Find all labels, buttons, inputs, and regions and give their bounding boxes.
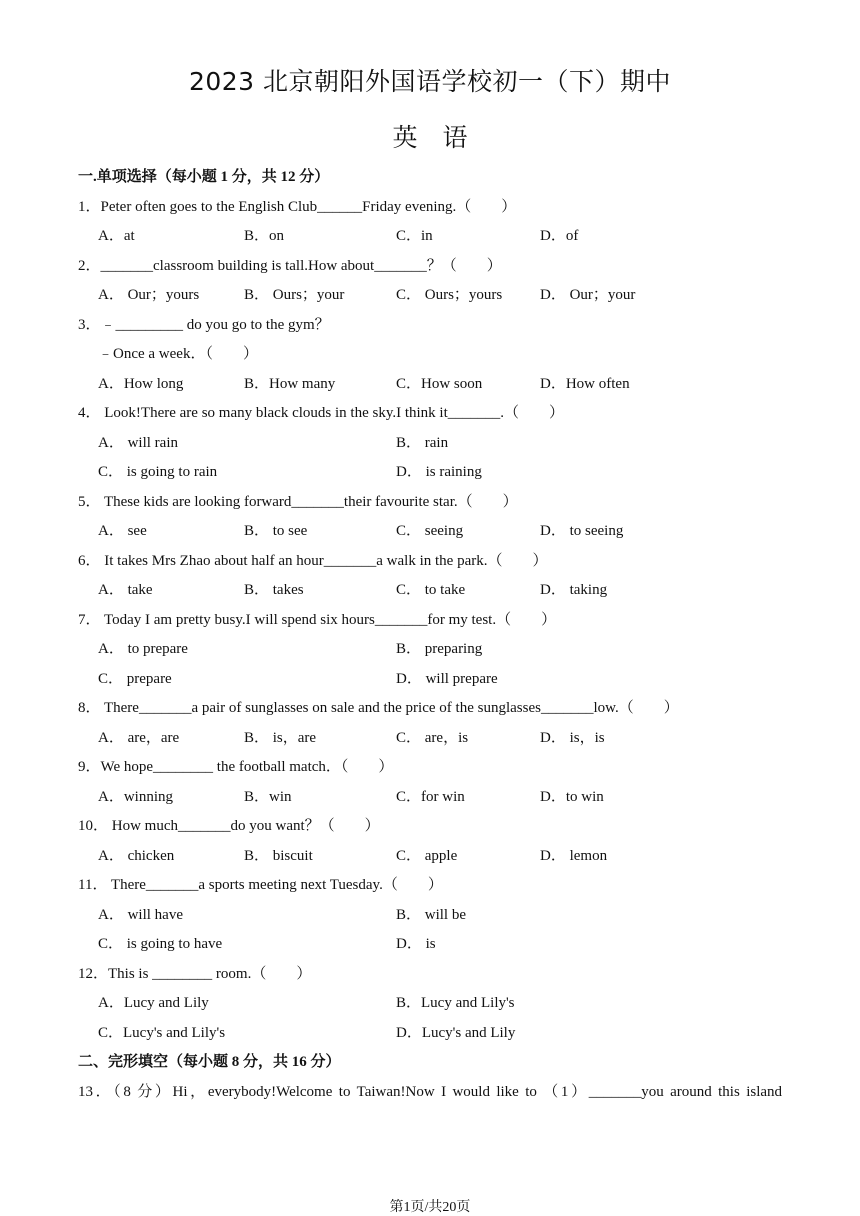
question-2-option-a: A． Our；yours (98, 287, 200, 303)
q13-word: island (746, 1084, 783, 1100)
question-4-option-a: A． will rain (98, 435, 178, 451)
question-12-option-d: D．Lucy's and Lily (396, 1025, 516, 1041)
question-12-option-b: B．Lucy and Lily's (396, 995, 515, 1011)
question-3-stem: 3．﹣_________ do you go to the gym？ (78, 317, 330, 333)
question-1-option-d: D．of (540, 228, 579, 244)
q13-word: I (441, 1084, 447, 1100)
question-3-option-c: C．How soon (396, 376, 483, 392)
question-3-reply: ﹣Once a week．（ ） (98, 346, 258, 362)
question-9-option-b: B．win (244, 789, 292, 805)
question-2-option-b: B． Ours；your (244, 287, 345, 303)
question-12-option-a: A．Lucy and Lily (98, 995, 209, 1011)
section-heading-2: 二、完形填空（每小题 8 分，共 16 分） (78, 1054, 341, 1070)
question-8-option-d: D． is，is (540, 730, 605, 746)
q13-word: 13．（8 分）Hi，everybody!Welcome (78, 1084, 333, 1100)
question-5-stem: 5． These kids are looking forward_______their favourite star.（ ） (78, 494, 518, 510)
question-5-option-c: C． seeing (396, 523, 464, 539)
question-1-option-a: A．at (98, 228, 135, 244)
question-10-option-c: C． apple (396, 848, 458, 864)
question-7-option-a: A． to prepare (98, 641, 188, 657)
question-4-option-d: D． is raining (396, 464, 482, 480)
question-6-option-a: A． take (98, 582, 153, 598)
question-3-option-d: D．How often (540, 376, 630, 392)
question-12-stem: 12．This is ________ room.（ ） (78, 966, 312, 982)
question-6-stem: 6． It takes Mrs Zhao about half an hour_______a walk in the park.（ ） (78, 553, 548, 569)
question-6-option-d: D． taking (540, 582, 608, 598)
question-1-option-c: C．in (396, 228, 433, 244)
question-5-option-d: D． to seeing (540, 523, 624, 539)
question-3-option-a: A．How long (98, 376, 184, 392)
question-11-option-d: D． is (396, 936, 436, 952)
question-8-option-b: B． is，are (244, 730, 317, 746)
question-9-option-a: A．winning (98, 789, 174, 805)
question-13-first-line (78, 1082, 782, 1102)
page-footer: 第1页/共20页 (389, 1200, 471, 1215)
q13-word: Taiwan!Now (356, 1084, 435, 1100)
question-2-option-d: D． Our；your (540, 287, 636, 303)
question-7-option-d: D． will prepare (396, 671, 498, 687)
question-1-stem: 1．Peter often goes to the English Club______Friday evening.（ ） (78, 199, 517, 215)
question-2-option-c: C． Ours；yours (396, 287, 503, 303)
question-10-option-b: B． biscuit (244, 848, 313, 864)
question-1-option-b: B．on (244, 228, 285, 244)
question-7-stem: 7． Today I am pretty busy.I will spend six hours_______for my test.（ ） (78, 612, 557, 628)
question-8-stem: 8． There_______a pair of sunglasses on sale and the price of the sunglasses_______low.（ ） (78, 700, 679, 716)
q13-word: like (496, 1084, 519, 1100)
q13-word: would (452, 1084, 490, 1100)
question-7-option-b: B． preparing (396, 641, 483, 657)
question-11-option-b: B． will be (396, 907, 466, 923)
q13-word: （1）_______you (543, 1084, 664, 1100)
q13-word: around (670, 1084, 712, 1100)
q13-word: to (525, 1084, 537, 1100)
question-4-option-c: C． is going to rain (98, 464, 218, 480)
question-10-option-a: A． chicken (98, 848, 175, 864)
subject-title: 英 语 (392, 123, 468, 152)
page-title: 2023 北京朝阳外国语学校初一（下）期中 (188, 67, 672, 96)
question-8-option-a: A． are，are (98, 730, 180, 746)
question-8-option-c: C． are，is (396, 730, 469, 746)
question-9-option-c: C．for win (396, 789, 465, 805)
question-10-option-d: D． lemon (540, 848, 608, 864)
question-7-option-c: C． prepare (98, 671, 172, 687)
q13-word: to (338, 1084, 351, 1100)
question-9-option-d: D．to win (540, 789, 604, 805)
question-6-option-c: C． to take (396, 582, 466, 598)
question-4-stem: 4． Look!There are so many black clouds in the sky.I think it_______.（ ） (78, 405, 565, 421)
question-11-option-c: C． is going to have (98, 936, 223, 952)
question-4-option-b: B． rain (396, 435, 449, 451)
question-2-stem: 2．_______classroom building is tall.How about_______？（ ） (78, 258, 502, 274)
q13-word: this (718, 1084, 740, 1100)
question-6-option-b: B． takes (244, 582, 304, 598)
question-9-stem: 9．We hope________ the football match．（ ） (78, 759, 394, 775)
question-10-stem: 10． How much_______do you want？（ ） (78, 818, 380, 834)
question-5-option-b: B． to see (244, 523, 308, 539)
question-11-stem: 11． There_______a sports meeting next Tuesday.（ ） (78, 877, 443, 893)
question-5-option-a: A． see (98, 523, 147, 539)
question-12-option-c: C．Lucy's and Lily's (98, 1025, 226, 1041)
section-heading-1: 一.单项选择（每小题 1 分，共 12 分） (78, 169, 330, 185)
question-3-option-b: B．How many (244, 376, 336, 392)
question-11-option-a: A． will have (98, 907, 183, 923)
